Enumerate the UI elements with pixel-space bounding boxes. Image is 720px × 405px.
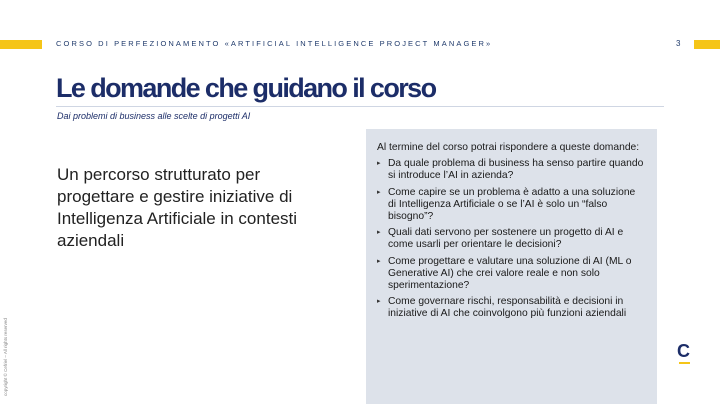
- lead-text: Un percorso strutturato per progettare e gestire iniziative di Intelligenza Artificiale in contesti aziendali: [57, 165, 298, 250]
- copyright-text: copyright © Cefriel – All rights reserved: [3, 318, 8, 396]
- course-label: CORSO DI PERFEZIONAMENTO «ARTIFICIAL INTELLIGENCE PROJECT MANAGER»: [56, 39, 493, 48]
- bullet-arrow-icon: ▸: [377, 160, 381, 168]
- questions-list: [377, 158, 645, 320]
- logo-letter-icon: C: [677, 341, 690, 361]
- logo-underline: [679, 362, 690, 364]
- question-text: Come capire se un problema è adatto a una soluzione di Intelligenza Artificiale o se l’AI è solo un “falso bisogno”?: [388, 186, 636, 223]
- page-number: 3: [676, 39, 681, 48]
- question-text: Da quale problema di business ha senso partire quando si introduce l’AI in azienda?: [388, 158, 644, 182]
- title-divider: [56, 106, 664, 107]
- brand-logo: [677, 342, 695, 366]
- accent-bar-right: [694, 40, 720, 49]
- list-item: [377, 158, 645, 182]
- panel-intro: Al termine del corso potrai rispondere a queste domande:: [377, 142, 640, 153]
- copyright-note: [1, 300, 19, 400]
- questions-panel: [366, 129, 657, 404]
- question-text: Quali dati servono per sostenere un progetto di AI e come usarli per orientare le decisioni?: [388, 227, 624, 251]
- bullet-arrow-icon: ▸: [377, 188, 381, 196]
- list-item: [377, 227, 645, 251]
- accent-bar-left: [0, 40, 42, 49]
- bullet-arrow-icon: ▸: [377, 298, 381, 306]
- bullet-arrow-icon: ▸: [377, 229, 381, 237]
- list-item: [377, 256, 645, 293]
- list-item: [377, 187, 645, 224]
- list-item: [377, 296, 645, 320]
- question-text: Come progettare e valutare una soluzione di AI (ML o Generative AI) che crei valore reale e non solo sperimentazione?: [388, 255, 632, 292]
- slide-title: Le domande che guidano il corso: [56, 73, 436, 103]
- slide-subtitle: Dai problemi di business alle scelte di progetti AI: [57, 111, 251, 121]
- question-text: Come governare rischi, responsabilità e decisioni in iniziative di AI che coinvolgono più funzioni aziendali: [388, 296, 627, 320]
- bullet-arrow-icon: ▸: [377, 257, 381, 265]
